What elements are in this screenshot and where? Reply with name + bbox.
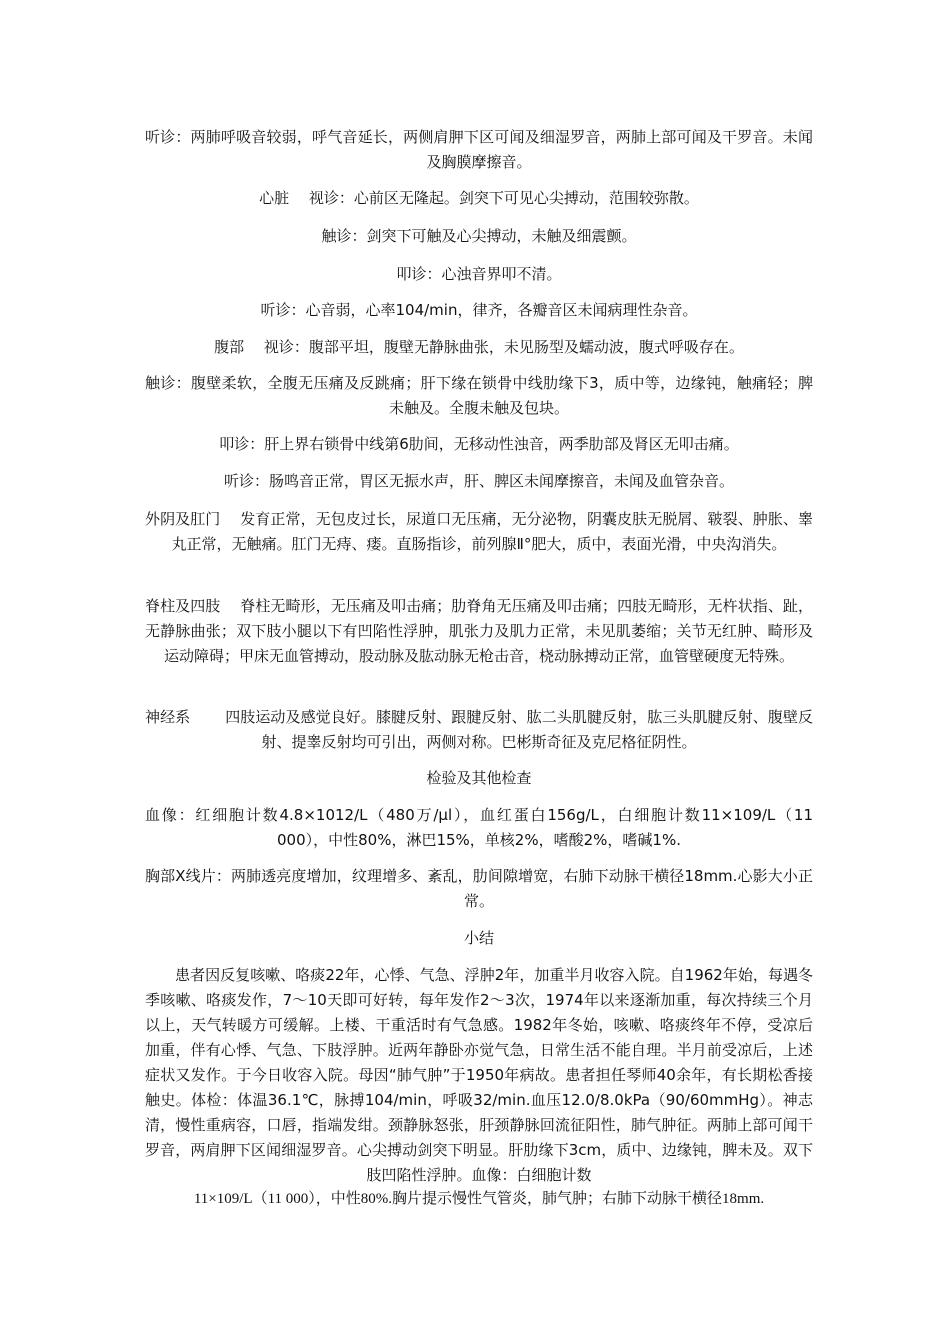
section-heading-summary: 小结 [463, 929, 494, 947]
paragraph-summary: 患者因反复咳嗽、咯痰22年，心悸、气急、浮肿2年，加重半月收容入院。自1962年始，每遇冬季咳嗽、咯痰发作，7～10天即可好转，每年发作2～3次，1974年以来逐渐加重，每次持续三个月以上，天气转暖方可缓解。上楼、干重活时有气急感。1982年冬始，咳嗽、咯痰终年不停，受凉后加重，伴有心悸、气急、下肢浮肿。近两年静卧亦觉气急，日常生活不能自理。半月前受凉后，上述症状又发作。于今日收容入院。母因“肺气肿”于1950年病故。患者担任琴师40余年，有长期松香接触史。体检：体温36.1℃，脉搏104/min，呼吸32/min.血压12.0/8.0kPa（90/60mmHg）。神志清，慢性重病容，口唇，指端发绀。颈静脉怒张，肝颈静脉回流征阳性，肺气肿征。两肺上部可闻干罗音，两肩胛下区闻细湿罗音。心尖搏动剑突下明显。肝肋缘下3cm，质中、边缘钝，脾未及。双下肢凹陷性浮肿。血像：白细胞计数 [145, 966, 813, 1184]
paragraph-heart-palpation: 触诊：剑突下可触及心尖搏动，未触及细震颤。 [321, 227, 637, 245]
paragraph-abdomen-auscultation: 听诊：肠鸣音正常，胃区无振水声，肝、脾区未闻摩擦音，未闻及血管杂音。 [223, 472, 734, 490]
paragraph-heart-inspection: 心脏 视诊：心前区无隆起。剑突下可见心尖搏动，范围较弥散。 [259, 189, 699, 207]
paragraph-chest-xray: 胸部X线片：两肺透亮度增加，纹理增多、紊乱，肋间隙增宽，右肺下动脉干横径18mm.心影大小正常。 [145, 867, 813, 910]
paragraph-blood-test: 血像：红细胞计数4.8×1012/L（480万/μl），血红蛋白156g/L，白细胞计数11×109/L（11 000），中性80%，淋巴15%，单核2%，嗜酸2%，嗜碱1%. [145, 806, 818, 849]
paragraph-genital-anal: 外阴及肛门 发育正常，无包皮过长，尿道口无压痛，无分泌物，阴囊皮肤无脱屑、皲裂、肿胀、睾丸正常，无触痛。肛门无痔、瘘。直肠指诊，前列腺Ⅱ°肥大，质中，表面光滑，中央沟消失。 [145, 510, 813, 553]
paragraph-spine-limbs: 脊柱及四肢 脊柱无畸形，无压痛及叩击痛；肋脊角无压痛及叩击痛；四肢无畸形，无杵状指、趾，无静脉曲张；双下肢小腿以下有凹陷性浮肿，肌张力及肌力正常，未见肌萎缩；关节无红肿、畸形及运动障碍；甲床无血管搏动，股动脉及肱动脉无枪击音，桡动脉搏动正常，血管壁硬度无特殊。 [145, 597, 813, 665]
section-heading-lab: 检验及其他检查 [426, 769, 532, 787]
paragraph-heart-auscultation: 听诊：心音弱，心率104/min，律齐，各瓣音区未闻病理性杂音。 [260, 301, 698, 319]
paragraph-abdomen-inspection: 腹部 视诊：腹部平坦，腹壁无静脉曲张，未见肠型及蠕动波，腹式呼吸存在。 [214, 338, 744, 356]
paragraph-nervous-system: 神经系 四肢运动及感觉良好。膝腱反射、跟腱反射、肱二头肌腱反射，肱三头肌腱反射、腹壁反射、提睾反射均可引出，两侧对称。巴彬斯奇征及克尼格征阴性。 [145, 708, 813, 751]
paragraph-heart-percussion: 叩诊：心浊音界叩不清。 [396, 265, 562, 283]
paragraph-abdomen-percussion: 叩诊：肝上界右锁骨中线第6肋间，无移动性浊音，两季肋部及肾区无叩击痛。 [219, 435, 739, 453]
paragraph-summary-tail: 11×109/L（11 000），中性80%.胸片提示慢性气管炎，肺气肿；右肺下动脉干横径18mm. [193, 1191, 765, 1207]
paragraph-abdomen-palpation: 触诊：腹壁柔软，全腹无压痛及反跳痛；肝下缘在锁骨中线肋缘下3，质中等，边缘钝，触痛轻；脾未触及。全腹未触及包块。 [145, 374, 813, 417]
paragraph-lung-auscultation: 听诊：两肺呼吸音较弱，呼气音延长，两侧肩胛下区可闻及细湿罗音，两肺上部可闻及干罗音。未闻及胸膜摩擦音。 [145, 128, 813, 171]
